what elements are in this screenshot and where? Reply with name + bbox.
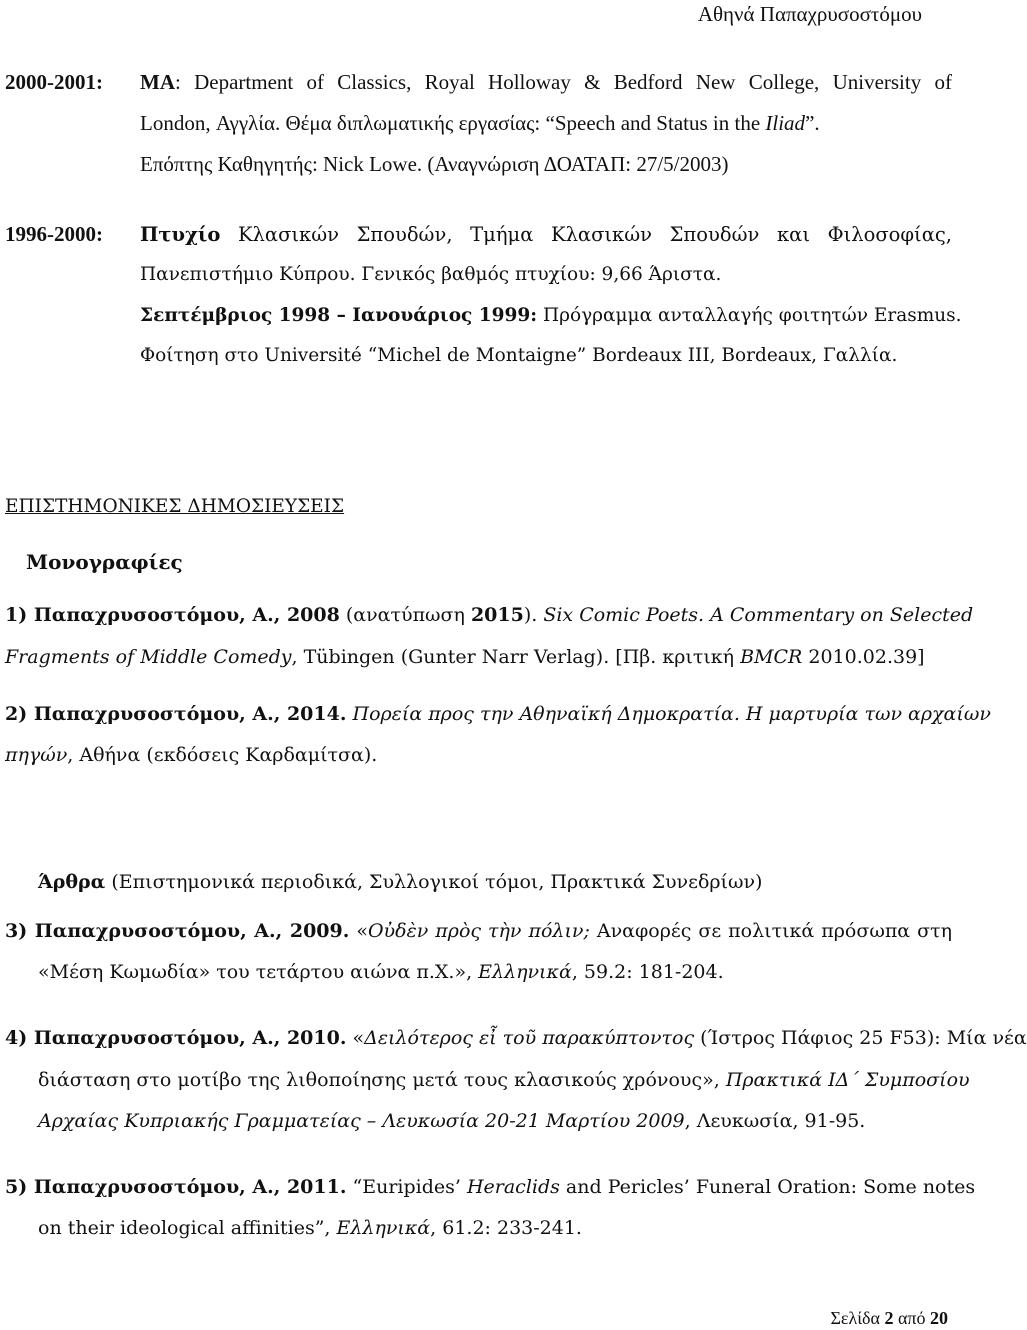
entry-date: 2000-2001: <box>5 70 103 94</box>
text-run: Σεπτέμβριος 1998 – Ιανουάριος 1999: <box>140 305 538 326</box>
text-run: Αρχαίας Κυπριακής Γραμματείας – Λευκωσία 20-21 Μαρτίου 2009 <box>38 1110 685 1132</box>
text-run: Οὐδὲν πρὸς τὴν πόλιν; <box>367 920 590 942</box>
text-run: Πορεία προς την Αθηναϊκή Δημοκρατία. Η μαρτυρία των αρχαίων <box>352 703 991 725</box>
text-run: «Μέση Κωμωδία» του τετάρτου αιώνα π.Χ.», <box>38 961 479 983</box>
text-run: Iliad <box>765 111 806 135</box>
text-run: Πρόγραμμα ανταλλαγής φοιτητών Erasmus. <box>537 305 962 326</box>
monographs-title: Μονογραφίες <box>26 550 183 574</box>
text-run: ). <box>523 604 544 626</box>
text-run: Six Comic Poets. A Commentary on Selected <box>543 604 974 626</box>
publication-line <box>38 1217 952 1239</box>
text-run: MA <box>140 70 175 94</box>
publication-line <box>5 920 952 942</box>
text-run: 5) Παπαχρυσοστόμου, Α., 2011. <box>5 1176 347 1198</box>
text-run: Fragments of Middle Comedy <box>5 646 292 668</box>
section-title: ΕΠΙΣΤΗΜΟΝΙΚΕΣ ΔΗΜΟΣΙΕΥΣΕΙΣ <box>5 496 345 517</box>
text-run: Δειλότερος εἶ τοῦ παρακύπτοντος <box>364 1027 695 1049</box>
text-run: 2010.02.39] <box>802 646 925 668</box>
articles-heading <box>38 871 952 893</box>
text-run: 2) Παπαχρυσοστόμου, Α., 2014. <box>5 703 347 725</box>
publication-line <box>5 744 952 766</box>
publication-line <box>38 961 952 983</box>
text-run: and Pericles’ Funeral Oration: Some notes <box>559 1176 976 1198</box>
text-run: BMCR <box>740 646 803 668</box>
text-run: Φοίτηση στο Université “Michel de Montaigne” Bordeaux III, Bordeaux, Γαλλία. <box>140 345 898 366</box>
publication-line <box>5 1027 1027 1049</box>
page-footer <box>830 1308 948 1329</box>
entry-line <box>140 152 952 186</box>
text-run: Πρακτικά ΙΔ΄ Συμποσίου <box>725 1069 970 1091</box>
text-run: 3) Παπαχρυσοστόμου, Α., 2009. <box>5 920 350 942</box>
text-run: London, Αγγλία. Θέμα διπλωματικής εργασίας: “Speech and Status in the <box>140 111 766 135</box>
text-run: on their ideological affinities”, <box>38 1217 337 1239</box>
text-run: , Αθήνα (εκδόσεις Καρδαμίτσα). <box>67 744 378 766</box>
articles-title: Άρθρα <box>38 871 106 893</box>
entry-date: 1996-2000: <box>5 222 103 246</box>
entry-line <box>140 70 952 104</box>
articles-subtitle: (Επιστημονικά περιοδικά, Συλλογικοί τόμοι, Πρακτικά Συνεδρίων) <box>105 871 763 893</box>
text-run: πηγών <box>5 744 68 766</box>
text-run: , Tübingen (Gunter Narr Verlag). [Πβ. κριτική <box>291 646 741 668</box>
publication-line <box>38 1069 970 1091</box>
entry-line <box>140 264 952 298</box>
footer-prefix: Σελίδα <box>830 1308 885 1328</box>
text-run: Heraclids <box>466 1176 560 1198</box>
text-run: Επόπτης Καθηγητής: Nick Lowe. (Αναγνώριση ΔΟΑΤΑΠ: 27/5/2003) <box>140 152 729 176</box>
text-run: Ελληνικά <box>478 961 572 983</box>
text-run: Αναφορές σε πολιτικά πρόσωπα στη <box>589 920 953 942</box>
publication-line <box>5 1176 976 1198</box>
text-run: 1) Παπαχρυσοστόμου, Α., 2008 <box>5 604 340 626</box>
publication-line <box>5 646 952 668</box>
text-run: Κλασικών Σπουδών, Τμήμα Κλασικών Σπουδών και Φιλοσοφίας, <box>220 223 952 246</box>
entry-line <box>140 345 952 379</box>
footer-total: 20 <box>930 1308 948 1328</box>
text-run: Πτυχίο <box>140 223 221 246</box>
footer-page: 2 <box>884 1308 894 1328</box>
entry-line <box>140 305 962 339</box>
text-run: , 61.2: 233-241. <box>430 1217 582 1239</box>
text-run: 2015 <box>470 604 524 626</box>
text-run: Πανεπιστήμιο Κύπρου. Γενικός βαθμός πτυχίου: 9,66 Άριστα. <box>140 264 722 285</box>
text-run: « <box>349 920 368 942</box>
text-run: , Λευκωσία, 91-95. <box>684 1110 866 1132</box>
text-run: « <box>346 1027 365 1049</box>
text-run: διάσταση στο μοτίβο της λιθοποίησης μετά τους κλασικούς χρόνους», <box>38 1069 726 1091</box>
entry-line <box>140 111 952 145</box>
publication-line <box>38 1110 952 1132</box>
publication-line <box>5 604 974 626</box>
text-run: Ελληνικά <box>336 1217 431 1239</box>
text-run: : Department of Classics, Royal Holloway & Bedford New College, University of <box>175 70 952 94</box>
entry-line <box>140 223 952 257</box>
text-run: “Euripides’ <box>346 1176 467 1198</box>
text-run: (ανατύπωση <box>339 604 471 626</box>
text-run: (Ίστρος Πάφιος 25 F53): Μία νέα <box>694 1027 1027 1049</box>
page-header-author: Αθηνά Παπαχρυσοστόμου <box>697 2 922 26</box>
text-run: ”. <box>805 111 820 135</box>
text-run: , 59.2: 181-204. <box>571 961 724 983</box>
footer-middle: από <box>893 1308 930 1328</box>
publication-line <box>5 703 991 725</box>
text-run: 4) Παπαχρυσοστόμου, Α., 2010. <box>5 1027 347 1049</box>
